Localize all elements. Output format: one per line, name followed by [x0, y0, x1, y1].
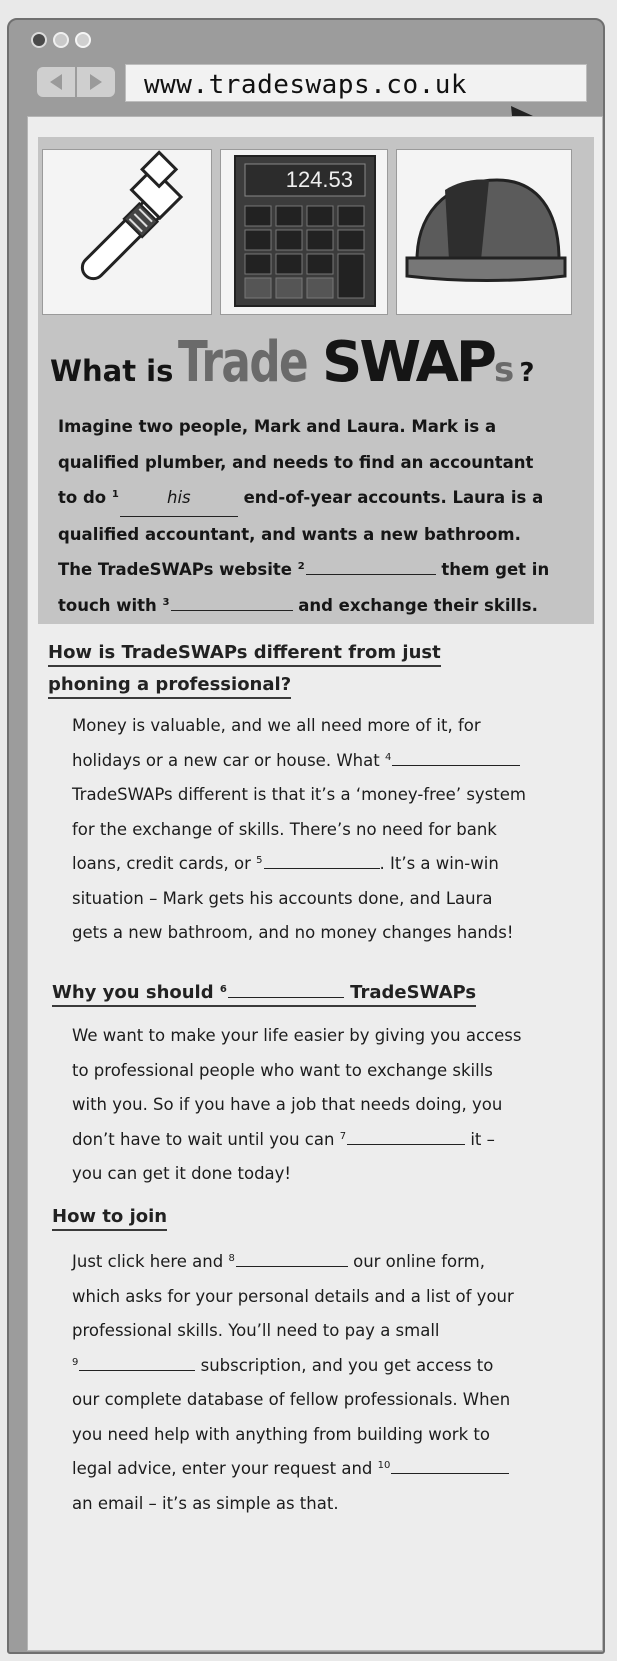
- text-span: and exchange their skills.: [298, 595, 538, 615]
- text-line: [72, 847, 582, 882]
- heading-line: How is TradeSWAPs different from just: [48, 642, 441, 667]
- text-line: an email – it’s as simple as that.: [72, 1493, 339, 1513]
- section-why-body: [72, 1019, 582, 1192]
- section-heading-different: [48, 637, 441, 701]
- text-line: situation – Mark gets his accounts done, and Laura: [72, 888, 493, 908]
- text-span: subscription, and you get access to: [200, 1355, 494, 1375]
- maximize-window-button[interactable]: [75, 32, 91, 48]
- section-heading-why: [52, 977, 476, 1009]
- forward-button[interactable]: [77, 67, 115, 97]
- text-span: end-of-year accounts. Laura is a: [243, 488, 544, 507]
- heading-line: How to join: [52, 1206, 167, 1231]
- title-bar: [9, 20, 603, 54]
- gap-number: 1: [111, 489, 119, 500]
- text-span: Just click here and: [72, 1252, 224, 1271]
- gap-7-blank: [347, 1144, 465, 1145]
- text-line: [72, 1349, 582, 1384]
- web-page: [27, 116, 603, 1651]
- text-line: [72, 744, 582, 779]
- text-line: We want to make your life easier by giving you access: [72, 1026, 522, 1045]
- text-span: our online form,: [353, 1252, 485, 1271]
- heading-swap: SWAP: [322, 330, 494, 395]
- text-line: gets a new bathroom, and no money changes hands!: [72, 923, 514, 942]
- section-different-body: [72, 709, 582, 951]
- text-line: which asks for your personal details and a list of your: [72, 1286, 514, 1306]
- text-line: for the exchange of skills. There’s no need for bank: [72, 819, 497, 839]
- gap-6-blank: [228, 997, 344, 998]
- address-bar[interactable]: [125, 64, 587, 102]
- text-span: Why you should: [52, 982, 214, 1003]
- text-span: TradeSWAPs: [350, 982, 477, 1003]
- text-line: with you. So if you have a job that needs doing, you: [72, 1095, 503, 1114]
- text-line: [72, 1123, 582, 1158]
- calculator-icon: [221, 150, 389, 316]
- text-line: Imagine two people, Mark and Laura. Mark is a: [58, 417, 497, 436]
- page-heading: [50, 330, 534, 395]
- gap-8-blank: [236, 1266, 348, 1267]
- heading-line: phoning a professional?: [48, 674, 291, 699]
- calculator-display: 124.53: [285, 167, 353, 192]
- section-heading-join: [52, 1201, 167, 1233]
- section-join-body: [72, 1245, 582, 1521]
- text-line: [72, 1452, 582, 1487]
- text-span: legal advice, enter your request and: [72, 1459, 373, 1478]
- text-line: [58, 588, 578, 624]
- text-line: [72, 1245, 582, 1280]
- hero-section: [38, 137, 594, 624]
- text-line: [58, 480, 578, 517]
- text-span: . It’s a win-win: [379, 854, 499, 873]
- text-span: don’t have to wait until you can: [72, 1129, 335, 1149]
- text-span: them get in: [441, 560, 550, 579]
- text-line: qualified accountant, and wants a new bathroom.: [58, 524, 521, 544]
- url-text: www.tradeswaps.co.uk: [144, 70, 468, 100]
- gap-number: 8: [228, 1253, 235, 1264]
- close-window-button[interactable]: [31, 32, 47, 48]
- heading-s: s: [493, 350, 515, 390]
- heading-line: [52, 982, 476, 1007]
- gap-number: 6: [219, 984, 227, 995]
- arrow-right-icon: [86, 72, 106, 92]
- browser-window: [7, 18, 605, 1654]
- gap-1-answer: his: [120, 480, 238, 517]
- hard-hat-icon: [397, 150, 573, 316]
- gap-10-blank: [391, 1473, 509, 1474]
- gap-number: 2: [297, 561, 305, 572]
- text-span: loans, credit cards, or: [72, 854, 251, 873]
- text-span: holidays or a new car or house. What: [72, 750, 380, 770]
- intro-paragraph: [58, 409, 578, 623]
- text-span: it –: [470, 1129, 495, 1149]
- gap-number: 9: [72, 1356, 79, 1368]
- text-line: you need help with anything from building work to: [72, 1424, 490, 1444]
- gap-number: 3: [162, 596, 170, 608]
- text-line: qualified plumber, and needs to find an accountant: [58, 452, 534, 472]
- gap-number: 4: [384, 751, 392, 763]
- gap-number: 7: [339, 1130, 347, 1142]
- gap-2-blank: [306, 574, 436, 575]
- minimize-window-button[interactable]: [53, 32, 69, 48]
- hard-hat-illustration: [396, 149, 572, 315]
- heading-question-mark: ?: [519, 358, 535, 388]
- gap-number: 5: [256, 855, 263, 866]
- wrench-icon: [43, 150, 213, 316]
- gap-4-blank: [392, 765, 520, 766]
- text-line: TradeSWAPs different is that it’s a ‘money-free’ system: [72, 785, 526, 804]
- text-span: The TradeSWAPs website: [58, 560, 292, 579]
- gap-number: 10: [377, 1460, 391, 1471]
- gap-3-blank: [171, 610, 293, 611]
- wrench-illustration: [42, 149, 212, 315]
- text-line: [58, 552, 578, 588]
- text-span: to do: [58, 488, 107, 507]
- text-span: touch with: [58, 595, 157, 615]
- text-line: to professional people who want to exchange skills: [72, 1060, 493, 1080]
- text-line: you can get it done today!: [72, 1164, 292, 1183]
- heading-trade: Trade: [178, 330, 308, 395]
- gap-5-blank: [264, 868, 380, 869]
- arrow-left-icon: [46, 72, 66, 92]
- text-line: our complete database of fellow professionals. When: [72, 1390, 511, 1409]
- text-line: professional skills. You’ll need to pay a small: [72, 1321, 440, 1340]
- back-button[interactable]: [37, 67, 75, 97]
- gap-9-blank: [79, 1370, 195, 1371]
- heading-lead: What is: [50, 354, 174, 388]
- calculator-illustration: [220, 149, 388, 315]
- text-line: Money is valuable, and we all need more of it, for: [72, 716, 481, 735]
